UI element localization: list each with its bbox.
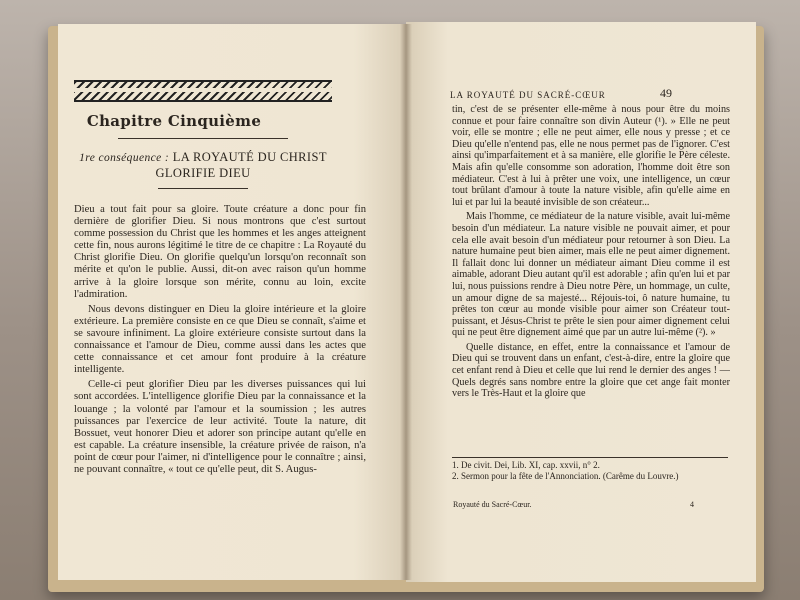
paragraph: Celle-ci peut glorifier Dieu par les diverses puissances qui lui sont accordées. L'intelligence glorifie Dieu par la connaissance et la louange ; la volonté par l'amour et la soumission ; les autres puissances par l'exercice de leur activité. Toute la nature, dit Bossuet, veut honorer Dieu et adorer son principe autant qu'elle en est capable. La créature insensible, la créature privée de raison, n'a point de cœur pour l'aimer, ni d'intelligence pour le connaître ; ainsi, ne pouvant connaître, « tout ce qu'elle peut, dit S. Augus- xyxy=(74,379,366,475)
footnotes xyxy=(452,460,728,482)
footnote-1: 1. De civit. Dei, Lib. XI, cap. xxvii, n° 2. xyxy=(452,460,600,470)
subtitle-rule xyxy=(158,188,248,189)
paragraph: tin, c'est de se présenter elle-même à nous pour être du moins connue et pour faire connaître son divin Auteur (¹). » Elle ne peut voir, elle se montre ; elle ne peut aimer, elle nous y presse ; et ce Dieu qu'elle n'entend pas, elle ne nous permet pas de l'ignorer. C'est ainsi qu'imparfaitement et à sa manière, elle glorifie le Père céleste. Mais afin qu'elle consomme son adoration, l'homme doit être son médiateur. C'est à lui à prêter une voix, une intelligence, un cœur tout brûlant d'amour à toute la nature visible, afin qu'elle aime en lui et par lui la beauté invisible de son créateur... xyxy=(452,104,730,208)
page-number: 49 xyxy=(660,86,672,100)
decorative-header-band xyxy=(74,80,332,102)
subtitle-lead: 1re conséquence : xyxy=(79,152,170,164)
footnote-rule xyxy=(452,457,728,458)
printer-signature: Royauté du Sacré-Cœur. xyxy=(453,500,532,509)
left-page-body xyxy=(74,204,366,479)
running-head: LA ROYAUTÉ DU SACRÉ-CŒUR xyxy=(450,90,606,100)
paragraph: Quelle distance, en effet, entre la connaissance et l'amour de Dieu qui se trouvent dans un enfant, c'est-à-dire, entre la gloire que cet enfant rend à Dieu et celle que lui rend le dernier des anges ! — Quels degrés sans nombre entre la gloire que cet ange fait monter vers le Très-Haut et la gloire que xyxy=(452,341,730,400)
chapter-subtitle xyxy=(74,150,332,181)
paragraph: Nous devons distinguer en Dieu la gloire intérieure et la gloire extérieure. La première consiste en ce que Dieu se connaît, s'aime et se savoure infiniment. La gloire extérieure consiste surtout dans la connaissance et l'amour de Dieu, comme aussi dans les actes que cette connaissance et cet amour font produire à la créature intelligente. xyxy=(74,303,366,376)
title-rule xyxy=(118,138,288,139)
footnote-2: 2. Sermon pour la fête de l'Annonciation. (Carême du Louvre.) xyxy=(452,471,679,481)
paragraph: Dieu a tout fait pour sa gloire. Toute créature a donc pour fin dernière de glorifier Dieu. Si nous montrons que c'est surtout comme possession du Christ que les hommes et les anges atteignent cette fin, nous aurons légitimé le titre de ce chapitre : La Royauté du Christ glorifie Dieu. On glorifie quelqu'un lorsqu'on reconnaît son mérite et qu'on le publie. Aussi, dit-on avec raison qu'un homme arrive à la gloire lorsque son mérite, connu au loin, excite l'admiration. xyxy=(74,204,366,300)
right-page-body xyxy=(452,104,730,403)
chapter-title: Chapitre Cinquième xyxy=(86,112,262,130)
signature-number: 4 xyxy=(690,500,694,509)
paragraph: Mais l'homme, ce médiateur de la nature visible, avait lui-même besoin d'un médiateur. La nature visible ne pouvait aimer, et pour cela elle avait besoin d'un médiateur pour retourner à son Dieu. La nature humaine peut bien aimer, mais elle ne peut aimer dignement. Il fallait donc lui donner un médiateur aimant Dieu comme il est aimable, adorant Dieu autant qu'il est adorable ; afin qu'en lui et par lui, nous puissions rendre à Dieu notre Père, un hommage, un culte, un amour digne de sa majesté... Réjouis-toi, ô nature humaine, tu prêtes ton cœur au monde visible pour aimer son Créateur tout-puissant, et Jésus-Christ te prête le sien pour aimer dignement celui qui ne peut être dignement aimé que par un autre lui-même (²). » xyxy=(452,211,730,339)
subtitle-line-1: LA ROYAUTÉ DU CHRIST xyxy=(172,150,327,164)
subtitle-line-2: GLORIFIE DIEU xyxy=(155,166,251,180)
book-gutter xyxy=(400,24,412,580)
